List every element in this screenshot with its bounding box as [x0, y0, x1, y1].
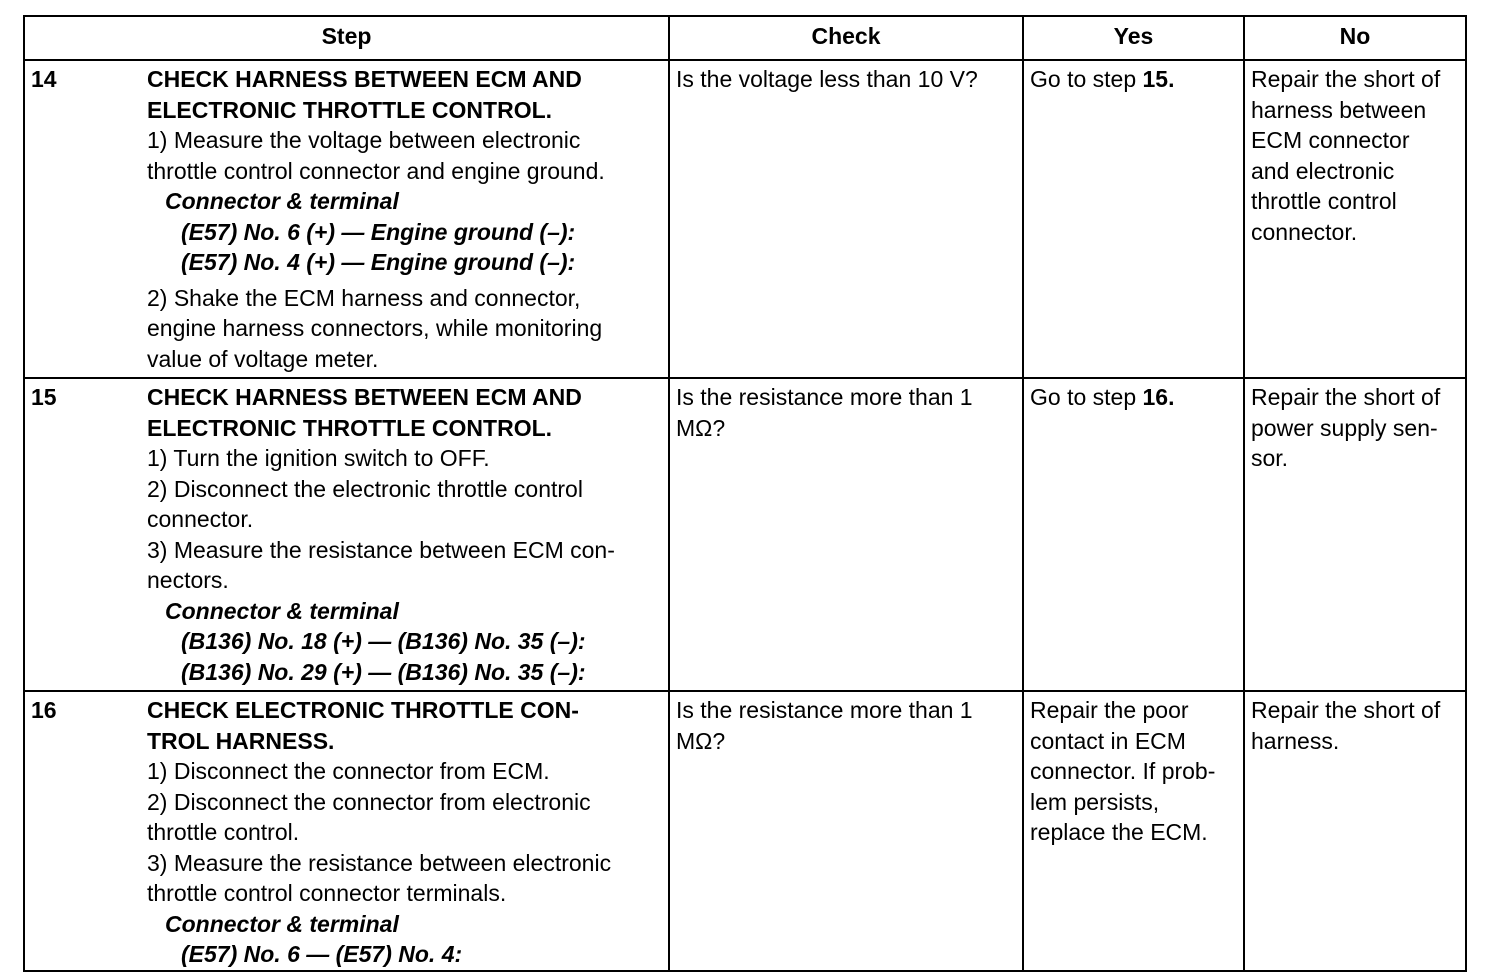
connector-terminal-line: (E57) No. 6 (+) — Engine ground (–):: [181, 218, 576, 245]
check-cell: [669, 60, 1023, 378]
header-check: Check: [669, 16, 1023, 60]
check-cell: [669, 378, 1023, 691]
no-line: harness between: [1251, 96, 1427, 123]
yes-line: connector. If prob-: [1030, 758, 1216, 784]
connector-terminal-line: (E57) No. 6 — (E57) No. 4:: [181, 941, 463, 967]
instruction-line: nectors.: [147, 567, 229, 593]
yes-line: contact in ECM: [1030, 727, 1186, 754]
connector-terminal-line: (B136) No. 29 (+) — (B136) No. 35 (–):: [181, 658, 586, 685]
yes-prefix: Go to step: [1030, 66, 1143, 92]
instruction-line: engine harness connectors, while monitoring: [147, 315, 603, 341]
step-cell: [24, 60, 669, 378]
step-title-line: ELECTRONIC THROTTLE CONTROL.: [147, 414, 553, 441]
no-line: Repair the short of: [1251, 66, 1441, 92]
no-line: power supply sen-: [1251, 414, 1438, 441]
instruction-line: 1) Measure the voltage between electronic: [147, 127, 581, 153]
table-row: [24, 691, 1466, 971]
step-cell: [24, 691, 669, 971]
header-yes: Yes: [1023, 16, 1244, 60]
instruction-line: 1) Turn the ignition switch to OFF.: [147, 445, 490, 471]
yes-step-ref: 16.: [1142, 384, 1175, 410]
check-line: Is the resistance more than 1: [676, 384, 973, 410]
step-number: 16: [31, 697, 57, 723]
check-line: MΩ?: [676, 414, 726, 441]
no-cell: [1244, 691, 1466, 971]
header-no: No: [1244, 16, 1466, 60]
connector-terminal-line: (B136) No. 18 (+) — (B136) No. 35 (–):: [181, 628, 586, 654]
instruction-line: 2) Shake the ECM harness and connector,: [147, 284, 581, 311]
header-step: Step: [24, 16, 669, 60]
yes-step-ref: 15.: [1142, 66, 1175, 92]
table-row: [24, 60, 1466, 378]
yes-prefix: Go to step: [1030, 384, 1143, 410]
no-line: ECM connector: [1251, 127, 1410, 153]
step-title-line: CHECK ELECTRONIC THROTTLE CON-: [147, 697, 579, 723]
connector-terminal-line: (E57) No. 4 (+) — Engine ground (–):: [181, 249, 576, 275]
instruction-line: value of voltage meter.: [147, 345, 379, 372]
step-cell: [24, 378, 669, 691]
instruction-line: throttle control connector and engine ground.: [147, 157, 605, 184]
yes-cell: [1023, 378, 1244, 691]
check-line: Is the voltage less than 10 V?: [676, 66, 978, 92]
instruction-line: 2) Disconnect the connector from electronic: [147, 788, 591, 815]
no-line: harness.: [1251, 727, 1340, 754]
yes-cell: [1023, 691, 1244, 971]
connector-heading: Connector & terminal: [165, 188, 399, 214]
step-title-line: ELECTRONIC THROTTLE CONTROL.: [147, 96, 553, 123]
no-cell: [1244, 60, 1466, 378]
instruction-line: 3) Measure the resistance between ECM con-: [147, 536, 615, 563]
header-row: [24, 16, 1466, 60]
no-line: sor.: [1251, 445, 1289, 471]
step-number: 15: [31, 384, 57, 410]
instruction-line: throttle control connector terminals.: [147, 880, 507, 906]
yes-line: lem persists,: [1030, 788, 1160, 815]
no-line: connector.: [1251, 218, 1358, 245]
table-row: [24, 378, 1466, 691]
instruction-line: 1) Disconnect the connector from ECM.: [147, 758, 550, 784]
connector-heading: Connector & terminal: [165, 910, 399, 937]
no-line: and electronic: [1251, 157, 1395, 184]
connector-heading: Connector & terminal: [165, 597, 399, 624]
check-line: MΩ?: [676, 727, 726, 754]
no-line: throttle control: [1251, 188, 1397, 214]
diagnostic-procedure-table: [23, 15, 1467, 972]
step-title-line: TROL HARNESS.: [147, 727, 335, 754]
instruction-line: 2) Disconnect the electronic throttle control: [147, 475, 583, 502]
instruction-line: connector.: [147, 506, 254, 532]
check-line: Is the resistance more than 1: [676, 697, 973, 723]
yes-line: [1030, 64, 1237, 95]
instruction-line: 3) Measure the resistance between electronic: [147, 849, 612, 876]
check-cell: [669, 691, 1023, 971]
step-title-line: CHECK HARNESS BETWEEN ECM AND: [147, 384, 582, 410]
no-line: Repair the short of: [1251, 384, 1441, 410]
step-number: 14: [31, 66, 57, 92]
no-cell: [1244, 378, 1466, 691]
yes-line: [1030, 382, 1237, 413]
instruction-line: throttle control.: [147, 819, 300, 845]
no-line: Repair the short of: [1251, 697, 1441, 723]
yes-line: replace the ECM.: [1030, 819, 1208, 845]
step-title-line: CHECK HARNESS BETWEEN ECM AND: [147, 66, 582, 92]
yes-cell: [1023, 60, 1244, 378]
yes-line: Repair the poor: [1030, 697, 1189, 723]
